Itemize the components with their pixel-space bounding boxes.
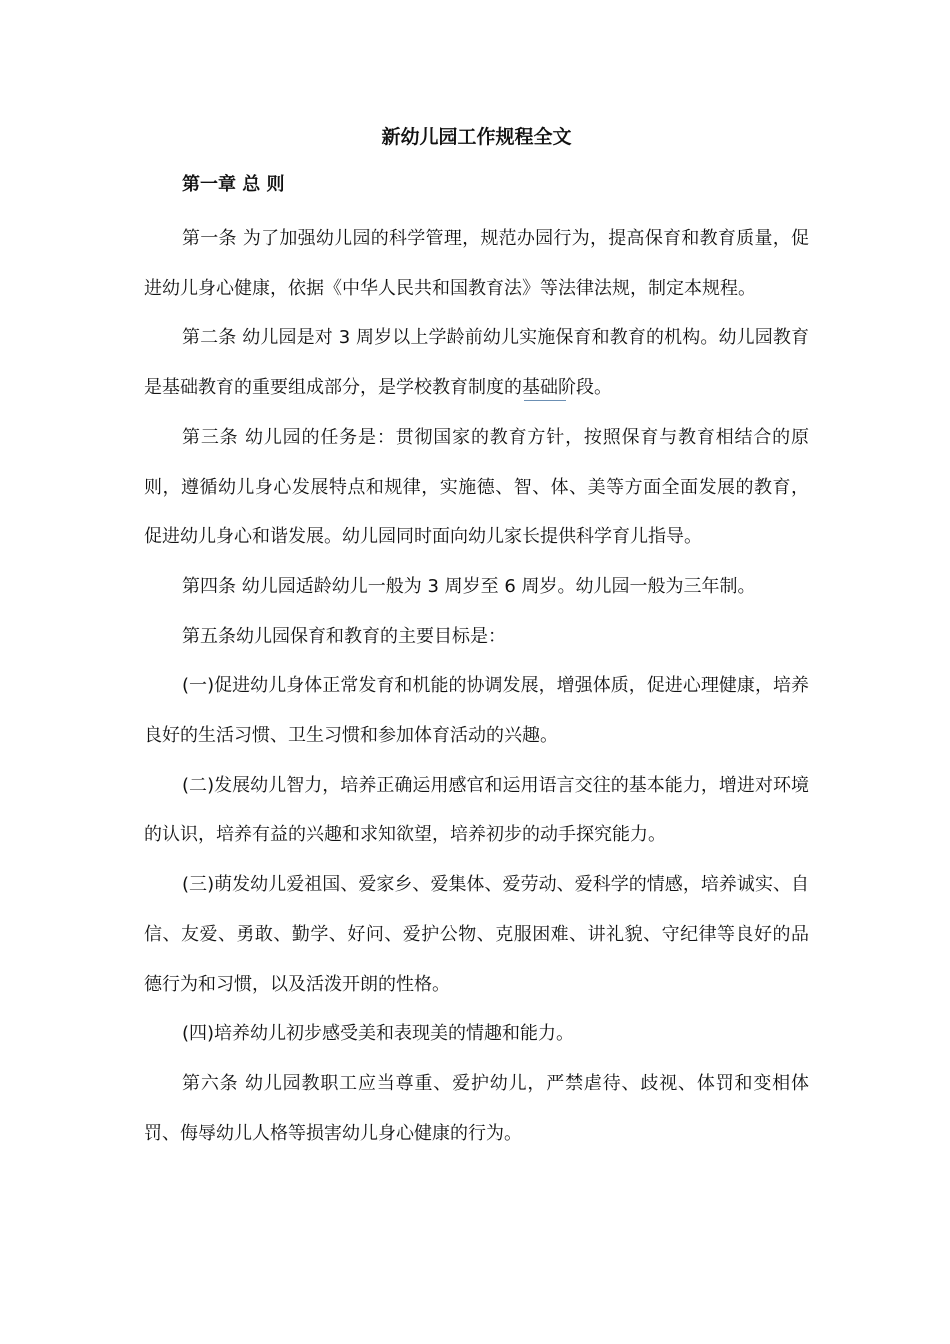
underline-mark <box>524 400 566 401</box>
article-6-paragraph: 第六条 幼儿园教职工应当尊重、爱护幼儿，严禁虐待、歧视、体罚和变相体罚、侮辱幼儿人格等损害幼儿身心健康的行为。 <box>144 1072 809 1144</box>
goal-3-paragraph: (三)萌发幼儿爱祖国、爱家乡、爱集体、爱劳动、爱科学的情感，培养诚实、自信、友爱、勇敢、勤学、好问、爱护公物、克服困难、讲礼貌、守纪律等良好的品德行为和习惯，以及活泼开朗的性格。 <box>144 874 809 995</box>
article-2-paragraph: 第二条 幼儿园是对 3 周岁以上学龄前幼儿实施保育和教育的机构。幼儿园教育是基础教育的重要组成部分，是学校教育制度的基础阶段。 <box>144 327 809 399</box>
article-4-paragraph: 第四条 幼儿园适龄幼儿一般为 3 周岁至 6 周岁。幼儿园一般为三年制。 <box>182 575 756 597</box>
document-page <box>144 118 809 1158</box>
goal-4-paragraph: (四)培养幼儿初步感受美和表现美的情趣和能力。 <box>182 1023 575 1045</box>
document-title: 新幼儿园工作规程全文 <box>381 126 572 148</box>
chapter-heading: 第一章 总 则 <box>182 174 285 195</box>
article-3-paragraph: 第三条 幼儿园的任务是：贯彻国家的教育方针，按照保育与教育相结合的原则，遵循幼儿身心发展特点和规律，实施德、智、体、美等方面全面发展的教育，促进幼儿身心和谐发展。幼儿园同时面向幼儿家长提供科学育儿指导。 <box>144 426 809 548</box>
goal-2-paragraph: (二)发展幼儿智力，培养正确运用感官和运用语言交往的基本能力，增进对环境的认识，培养有益的兴趣和求知欲望，培养初步的动手探究能力。 <box>144 774 809 846</box>
goal-1-paragraph: (一)促进幼儿身体正常发育和机能的协调发展，增强体质，促进心理健康，培养良好的生活习惯、卫生习惯和参加体育活动的兴趣。 <box>144 675 809 747</box>
article-1-paragraph: 第一条 为了加强幼儿园的科学管理，规范办园行为，提高保育和教育质量，促进幼儿身心健康，依据《中华人民共和国教育法》等法律法规，制定本规程。 <box>144 228 809 299</box>
article-5-paragraph: 第五条幼儿园保育和教育的主要目标是： <box>182 625 506 647</box>
